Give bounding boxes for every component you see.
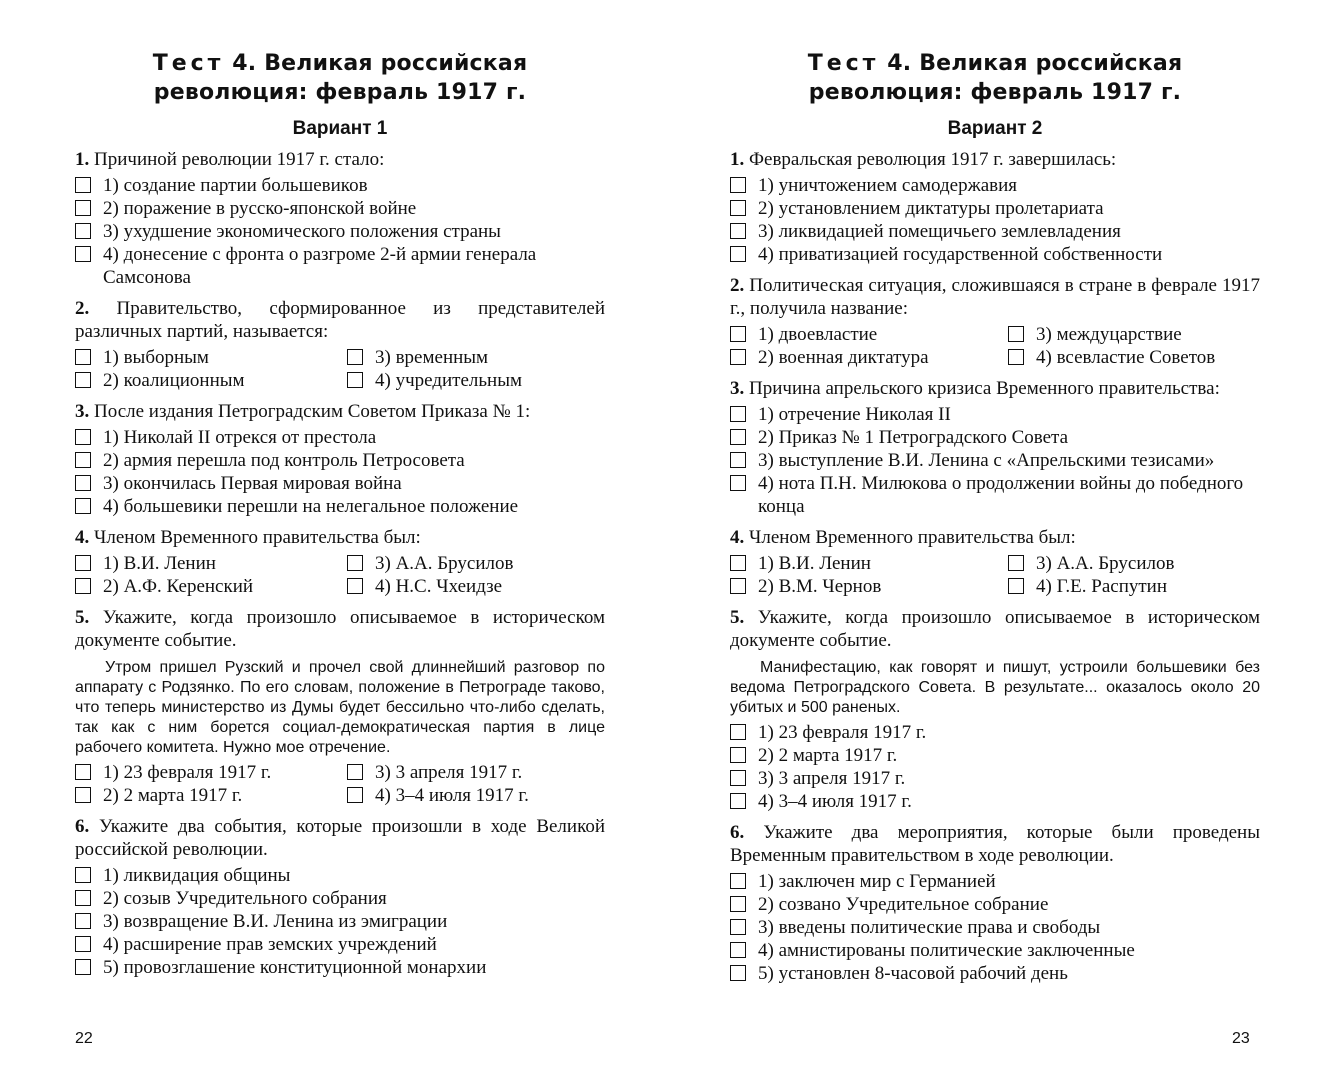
question-text: Укажите два события, которые произошли в ходе Великой российской революции. bbox=[75, 816, 606, 860]
answer-option[interactable] bbox=[75, 933, 605, 956]
answer-option[interactable] bbox=[730, 426, 1260, 449]
answer-options bbox=[75, 864, 605, 979]
test-title-line2: революция: февраль 1917 г. bbox=[808, 80, 1182, 105]
answer-checkbox[interactable] bbox=[347, 555, 363, 571]
answer-option[interactable] bbox=[75, 426, 605, 449]
answer-option-label: 4) нота П.Н. Милюкова о продолжении войны до победного конца bbox=[758, 473, 1244, 517]
answer-option[interactable] bbox=[730, 916, 1260, 939]
answer-checkbox[interactable] bbox=[347, 372, 363, 388]
answer-option-label: 4) приватизацией государственной собственности bbox=[758, 244, 1163, 265]
test-title bbox=[75, 49, 605, 107]
answer-checkbox[interactable] bbox=[75, 936, 91, 952]
answer-option[interactable] bbox=[730, 870, 1260, 893]
answer-checkbox[interactable] bbox=[75, 349, 91, 365]
question-stem bbox=[75, 606, 605, 652]
test-title bbox=[730, 49, 1260, 107]
answer-option-label: 2) А.Ф. Керенский bbox=[103, 576, 254, 597]
answer-checkbox[interactable] bbox=[730, 724, 746, 740]
answer-checkbox[interactable] bbox=[75, 867, 91, 883]
answer-option[interactable] bbox=[730, 346, 1008, 369]
answer-option-label: 3) А.А. Брусилов bbox=[1036, 553, 1175, 574]
answer-option-label: 1) Николай II отрекся от престола bbox=[103, 427, 377, 448]
answer-option-label: 4) всевластие Советов bbox=[1036, 347, 1216, 368]
answer-option-label: 1) двоевластие bbox=[758, 324, 878, 345]
answer-option-label: 3) ликвидацией помещичьего землевладения bbox=[758, 221, 1121, 242]
question-number: 3. bbox=[730, 378, 745, 399]
answer-option[interactable] bbox=[730, 197, 1260, 220]
question-6 bbox=[75, 815, 605, 979]
answer-option-label: 2) установлением диктатуры пролетариата bbox=[758, 198, 1104, 219]
question-stem bbox=[730, 606, 1260, 652]
answer-options bbox=[730, 323, 1260, 369]
answer-checkbox[interactable] bbox=[1008, 349, 1024, 365]
question-number: 5. bbox=[75, 607, 90, 628]
answer-option[interactable] bbox=[1008, 346, 1260, 369]
question-4 bbox=[75, 526, 605, 598]
answer-option[interactable] bbox=[75, 910, 605, 933]
question-text: Членом Временного правительства был: bbox=[94, 527, 421, 548]
answer-checkbox[interactable] bbox=[347, 349, 363, 365]
question-text: После издания Петроградским Советом Приказа № 1: bbox=[94, 401, 531, 422]
question-number: 1. bbox=[75, 149, 90, 170]
answer-checkbox[interactable] bbox=[75, 555, 91, 571]
answer-option-label: 4) учредительным bbox=[375, 370, 522, 391]
answer-option-label: 3) ухудшение экономического положения страны bbox=[103, 221, 501, 242]
answer-checkbox[interactable] bbox=[730, 873, 746, 889]
question-number: 4. bbox=[730, 527, 745, 548]
answer-options bbox=[75, 761, 605, 807]
answer-option-label: 4) амнистированы политические заключенные bbox=[758, 940, 1135, 961]
answer-checkbox[interactable] bbox=[730, 942, 746, 958]
answer-option-label: 4) 3–4 июля 1917 г. bbox=[758, 791, 912, 812]
question-1 bbox=[75, 148, 605, 289]
answer-option-label: 1) создание партии большевиков bbox=[103, 175, 368, 196]
question-6 bbox=[730, 821, 1260, 985]
question-stem bbox=[75, 526, 605, 549]
question-text: Укажите два мероприятия, которые были проведены Временным правительством в ходе революции. bbox=[730, 822, 1260, 866]
answer-checkbox[interactable] bbox=[75, 223, 91, 239]
answer-option-label: 2) коалиционным bbox=[103, 370, 245, 391]
answer-option[interactable] bbox=[730, 403, 1260, 426]
question-text: Политическая ситуация, сложившаяся в стране в феврале 1917 г., получила название: bbox=[730, 275, 1260, 319]
answer-checkbox[interactable] bbox=[730, 200, 746, 216]
historical-document-excerpt: Утром пришел Рузский и прочел свой длиннейший разговор по аппарату с Родзянко. По его словам, положение в Петрограде таково, что теперь министерство из Думы будет бессильно что-либо сделать, так как с ним борется социал-демократическая партия в лице рабочего комитета. Нужно мое отречение. bbox=[75, 659, 605, 756]
answer-option[interactable] bbox=[730, 721, 1260, 744]
answer-option[interactable] bbox=[1008, 575, 1260, 598]
answer-option[interactable] bbox=[75, 495, 605, 518]
question-1 bbox=[730, 148, 1260, 266]
answer-option[interactable] bbox=[347, 346, 605, 369]
answer-option-label: 3) междуцарствие bbox=[1036, 324, 1182, 345]
answer-checkbox[interactable] bbox=[730, 747, 746, 763]
answer-checkbox[interactable] bbox=[730, 919, 746, 935]
answer-option[interactable] bbox=[730, 939, 1260, 962]
answer-option-label: 1) В.И. Ленин bbox=[758, 553, 871, 574]
question-2 bbox=[730, 274, 1260, 369]
answer-checkbox[interactable] bbox=[347, 578, 363, 594]
answer-checkbox[interactable] bbox=[730, 406, 746, 422]
question-text: Причиной революции 1917 г. стало: bbox=[94, 149, 385, 170]
answer-option[interactable] bbox=[730, 767, 1260, 790]
question-stem bbox=[730, 377, 1260, 400]
question-number: 2. bbox=[75, 298, 90, 319]
answer-checkbox[interactable] bbox=[75, 246, 91, 262]
question-number: 5. bbox=[730, 607, 745, 628]
answer-option-label: 3) 3 апреля 1917 г. bbox=[375, 762, 523, 783]
answer-option-label: 1) 23 февраля 1917 г. bbox=[758, 722, 927, 743]
answer-checkbox[interactable] bbox=[730, 349, 746, 365]
answer-option-label: 2) армия перешла под контроль Петросовета bbox=[103, 450, 465, 471]
answer-option-label: 1) уничтожением самодержавия bbox=[758, 175, 1018, 196]
answer-option-label: 4) расширение прав земских учреждений bbox=[103, 934, 437, 955]
answer-option-label: 4) донесение с фронта о разгроме 2-й армии генерала Самсонова bbox=[103, 244, 537, 288]
answer-option[interactable] bbox=[730, 449, 1260, 472]
answer-option[interactable] bbox=[730, 174, 1260, 197]
answer-option[interactable] bbox=[75, 197, 605, 220]
question-text: Причина апрельского кризиса Временного правительства: bbox=[749, 378, 1220, 399]
page-right bbox=[730, 0, 1260, 985]
test-title-line1: 4. Великая российская bbox=[224, 51, 528, 76]
variant-heading: Вариант 2 bbox=[947, 118, 1043, 139]
answer-option[interactable] bbox=[75, 761, 347, 784]
question-3 bbox=[75, 400, 605, 518]
question-number: 2. bbox=[730, 275, 745, 296]
answer-checkbox[interactable] bbox=[75, 764, 91, 780]
question-text: Членом Временного правительства был: bbox=[749, 527, 1076, 548]
answer-options bbox=[75, 346, 605, 392]
answer-option[interactable] bbox=[730, 962, 1260, 985]
answer-option[interactable] bbox=[75, 956, 605, 979]
answer-option[interactable] bbox=[75, 864, 605, 887]
answer-options bbox=[730, 552, 1260, 598]
answer-option-label: 1) заключен мир с Германией bbox=[758, 871, 996, 892]
answer-checkbox[interactable] bbox=[730, 896, 746, 912]
answer-checkbox[interactable] bbox=[75, 959, 91, 975]
answer-option[interactable] bbox=[75, 243, 605, 289]
answer-option[interactable] bbox=[347, 369, 605, 392]
answer-checkbox[interactable] bbox=[1008, 578, 1024, 594]
historical-document-excerpt: Манифестацию, как говорят и пишут, устроили большевики без ведома Петроградского Совета. В результате... оказалось около 20 убитых и 500 раненых. bbox=[730, 659, 1260, 716]
answer-checkbox[interactable] bbox=[75, 787, 91, 803]
answer-option-label: 1) ликвидация общины bbox=[103, 865, 291, 886]
answer-option-label: 1) В.И. Ленин bbox=[103, 553, 216, 574]
answer-options bbox=[75, 552, 605, 598]
answer-option[interactable] bbox=[75, 449, 605, 472]
answer-option[interactable] bbox=[75, 887, 605, 910]
answer-checkbox[interactable] bbox=[730, 475, 746, 491]
answer-checkbox[interactable] bbox=[75, 452, 91, 468]
answer-option-label: 4) большевики перешли на нелегальное положение bbox=[103, 496, 519, 517]
answer-checkbox[interactable] bbox=[730, 246, 746, 262]
answer-option-label: 3) выступление В.И. Ленина с «Апрельскими тезисами» bbox=[758, 450, 1215, 471]
answer-checkbox[interactable] bbox=[730, 578, 746, 594]
question-stem bbox=[730, 274, 1260, 320]
page-number-right: 23 bbox=[1232, 1030, 1250, 1047]
answer-option-label: 1) 23 февраля 1917 г. bbox=[103, 762, 272, 783]
question-5 bbox=[75, 606, 605, 807]
answer-option-label: 2) созвано Учредительное собрание bbox=[758, 894, 1049, 915]
question-number: 6. bbox=[730, 822, 745, 843]
test-title-prefix: Тест bbox=[152, 51, 225, 76]
answer-option[interactable] bbox=[1008, 552, 1260, 575]
answer-option-label: 4) 3–4 июля 1917 г. bbox=[375, 785, 529, 806]
question-stem bbox=[730, 821, 1260, 867]
questions bbox=[75, 148, 605, 979]
answer-option[interactable] bbox=[75, 784, 347, 807]
question-4 bbox=[730, 526, 1260, 598]
answer-option[interactable] bbox=[75, 174, 605, 197]
answer-option-label: 2) военная диктатура bbox=[758, 347, 929, 368]
answer-option[interactable] bbox=[730, 220, 1260, 243]
answer-option-label: 1) выборным bbox=[103, 347, 209, 368]
answer-checkbox[interactable] bbox=[730, 223, 746, 239]
page-left bbox=[75, 0, 605, 979]
answer-options bbox=[730, 174, 1260, 266]
test-title-line2: революция: февраль 1917 г. bbox=[153, 80, 527, 105]
answer-option[interactable] bbox=[75, 472, 605, 495]
answer-options bbox=[75, 174, 605, 289]
answer-options bbox=[730, 870, 1260, 985]
answer-option-label: 2) созыв Учредительного собрания bbox=[103, 888, 387, 909]
question-text: Февральская революция 1917 г. завершилась: bbox=[749, 149, 1117, 170]
answer-option-label: 3) 3 апреля 1917 г. bbox=[758, 768, 906, 789]
answer-options bbox=[730, 403, 1260, 518]
answer-option-label: 3) введены политические права и свободы bbox=[758, 917, 1101, 938]
question-stem bbox=[75, 815, 605, 861]
answer-checkbox[interactable] bbox=[75, 578, 91, 594]
answer-option-label: 3) временным bbox=[375, 347, 489, 368]
answer-option[interactable] bbox=[730, 790, 1260, 813]
answer-option-label: 3) А.А. Брусилов bbox=[375, 553, 514, 574]
answer-option[interactable] bbox=[730, 744, 1260, 767]
answer-checkbox[interactable] bbox=[730, 326, 746, 342]
answer-checkbox[interactable] bbox=[1008, 555, 1024, 571]
question-number: 6. bbox=[75, 816, 90, 837]
answer-option-label: 5) установлен 8-часовой рабочий день bbox=[758, 963, 1068, 984]
answer-option-label: 1) отречение Николая II bbox=[758, 404, 951, 425]
answer-option[interactable] bbox=[730, 472, 1260, 518]
answer-option-label: 2) 2 марта 1917 г. bbox=[103, 785, 243, 806]
answer-checkbox[interactable] bbox=[75, 913, 91, 929]
question-stem bbox=[730, 526, 1260, 549]
page-number-left: 22 bbox=[75, 1030, 93, 1047]
answer-checkbox[interactable] bbox=[75, 200, 91, 216]
answer-option-label: 3) возвращение В.И. Ленина из эмиграции bbox=[103, 911, 448, 932]
answer-option-label: 5) провозглашение конституционной монархии bbox=[103, 957, 487, 978]
answer-option-label: 4) Г.Е. Распутин bbox=[1036, 576, 1168, 597]
answer-option-label: 2) Приказ № 1 Петроградского Совета bbox=[758, 427, 1069, 448]
answer-option[interactable] bbox=[347, 552, 605, 575]
answer-checkbox[interactable] bbox=[730, 177, 746, 193]
test-title-line1: 4. Великая российская bbox=[879, 51, 1183, 76]
answer-checkbox[interactable] bbox=[75, 372, 91, 388]
answer-option[interactable] bbox=[730, 243, 1260, 266]
question-text: Укажите, когда произошло описываемое в историческом документе событие. bbox=[730, 607, 1261, 651]
answer-options bbox=[730, 721, 1260, 813]
answer-checkbox[interactable] bbox=[75, 498, 91, 514]
answer-checkbox[interactable] bbox=[730, 793, 746, 809]
question-number: 3. bbox=[75, 401, 90, 422]
answer-option-label: 4) Н.С. Чхеидзе bbox=[375, 576, 503, 597]
answer-option[interactable] bbox=[730, 552, 1008, 575]
question-stem bbox=[75, 148, 605, 171]
answer-checkbox[interactable] bbox=[730, 452, 746, 468]
question-stem bbox=[730, 148, 1260, 171]
answer-checkbox[interactable] bbox=[1008, 326, 1024, 342]
answer-option[interactable] bbox=[730, 893, 1260, 916]
answer-checkbox[interactable] bbox=[75, 475, 91, 491]
answer-option[interactable] bbox=[75, 552, 347, 575]
question-stem bbox=[75, 400, 605, 423]
question-text: Укажите, когда произошло описываемое в историческом документе событие. bbox=[75, 607, 606, 651]
question-number: 1. bbox=[730, 149, 745, 170]
question-stem bbox=[75, 297, 605, 343]
question-text: Правительство, сформированное из представителей различных партий, называется: bbox=[75, 298, 606, 342]
question-3 bbox=[730, 377, 1260, 518]
answer-checkbox[interactable] bbox=[75, 890, 91, 906]
answer-checkbox[interactable] bbox=[75, 429, 91, 445]
answer-checkbox[interactable] bbox=[347, 764, 363, 780]
question-2 bbox=[75, 297, 605, 392]
answer-option[interactable] bbox=[75, 575, 347, 598]
answer-checkbox[interactable] bbox=[730, 965, 746, 981]
answer-option[interactable] bbox=[730, 575, 1008, 598]
answer-option[interactable] bbox=[347, 784, 605, 807]
answer-option[interactable] bbox=[1008, 323, 1260, 346]
question-5 bbox=[730, 606, 1260, 813]
variant-heading: Вариант 1 bbox=[292, 118, 388, 139]
answer-option[interactable] bbox=[75, 369, 347, 392]
answer-option[interactable] bbox=[730, 323, 1008, 346]
answer-option[interactable] bbox=[347, 575, 605, 598]
answer-option-label: 2) 2 марта 1917 г. bbox=[758, 745, 898, 766]
questions bbox=[730, 148, 1260, 985]
answer-checkbox[interactable] bbox=[730, 555, 746, 571]
answer-checkbox[interactable] bbox=[75, 177, 91, 193]
answer-option[interactable] bbox=[347, 761, 605, 784]
answer-checkbox[interactable] bbox=[730, 770, 746, 786]
answer-option[interactable] bbox=[75, 346, 347, 369]
answer-options bbox=[75, 426, 605, 518]
answer-option[interactable] bbox=[75, 220, 605, 243]
answer-option-label: 3) окончилась Первая мировая война bbox=[103, 473, 402, 494]
answer-option-label: 2) В.М. Чернов bbox=[758, 576, 882, 597]
answer-checkbox[interactable] bbox=[347, 787, 363, 803]
answer-option-label: 2) поражение в русско-японской войне bbox=[103, 198, 417, 219]
question-number: 4. bbox=[75, 527, 90, 548]
answer-checkbox[interactable] bbox=[730, 429, 746, 445]
test-title-prefix: Тест bbox=[807, 51, 880, 76]
